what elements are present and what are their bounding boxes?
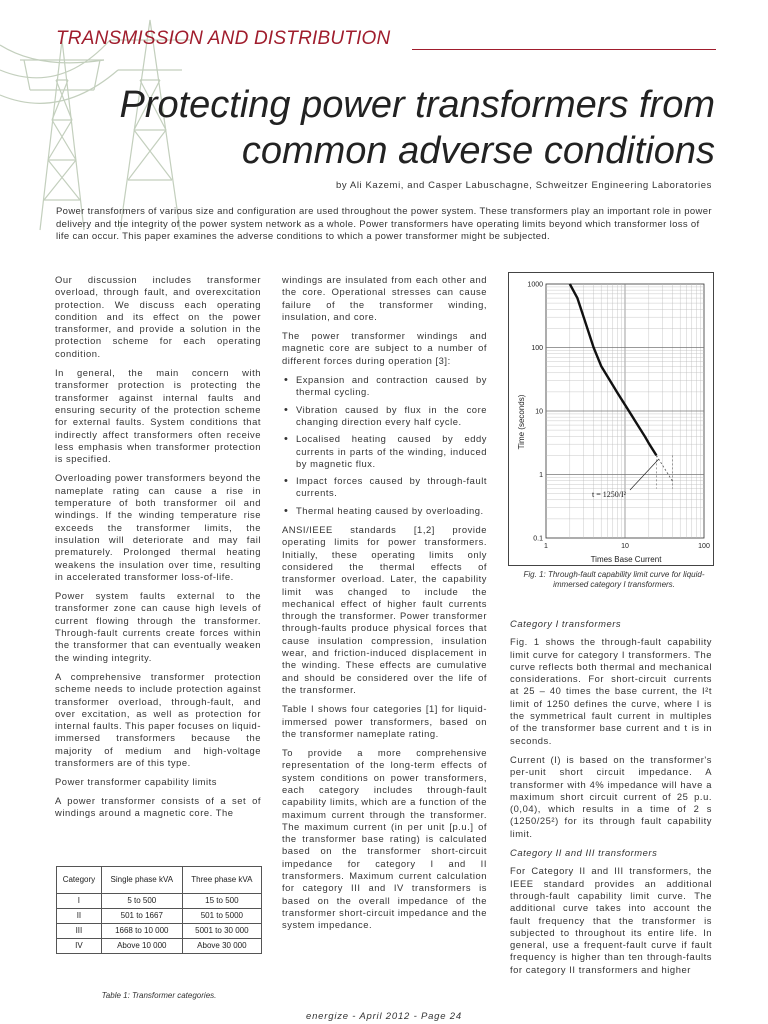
section-heading-text: TRANSMISSION AND DISTRIBUTION	[56, 28, 391, 49]
forces-bullet-list	[282, 374, 487, 517]
table-row	[57, 924, 262, 939]
chart-x-axis-label: Times Base Current	[590, 555, 662, 564]
table-cell: 501 to 5000	[182, 909, 261, 924]
article-title-line2: common adverse conditions	[241, 130, 715, 172]
column-1	[55, 274, 261, 826]
table-cell: 501 to 1667	[101, 909, 182, 924]
table-row	[57, 909, 262, 924]
bullet-item: • Localised heating caused by eddy currents in parts of the winding, induced by magnetic flux.	[282, 433, 487, 470]
page-footer: energize - April 2012 - Page 24	[306, 1011, 462, 1022]
table-header-row	[57, 867, 262, 894]
table-cell: 5001 to 30 000	[182, 924, 261, 939]
transformer-categories-table	[56, 866, 262, 954]
subheading-category-ii-iii: Category II and III transformers	[510, 847, 658, 859]
table-cell: Above 10 000	[101, 939, 182, 954]
x-tick-label: 1	[544, 543, 548, 550]
article-title-line1: Protecting power transformers from	[119, 84, 715, 126]
paragraph: Overloading power transformers beyond the nameplate rating can cause a rise in temperature of both transformer oil and windings. If the winding temperature rise exceeds the transformer limits, the insulation will deteriorate and may fail prematurely. Prolonged thermal heating weakens the insulation over time, resulting in accelerated transformer loss-of-life.	[55, 472, 261, 582]
table-header-cell: Three phase kVA	[182, 867, 261, 894]
paragraph: Fig. 1 shows the through-fault capability limit curve for category I transformers. The curve reflects both thermal and mechanical considerations. For short-circuit currents at 25 – 40 times the base current, the I²t limit of 1250 defines the curve, where I is the symmetrical fault current in multiples of the transformer base current and t is in seconds.	[510, 636, 712, 746]
y-tick-label: 1000	[527, 281, 543, 289]
paragraph: For Category II and III transformers, the IEEE standard provides an additional through-fault capability limit curve. The additional curve takes into account the fault frequency that the transformer is subjected to throughout its entire life. In general, use a frequent-fault curve if fault frequency is higher than ten through-faults for category II transformers and higher	[510, 865, 712, 975]
article-title	[60, 82, 715, 174]
chart-y-axis-label: Time (seconds)	[517, 394, 526, 450]
table-cell: III	[57, 924, 102, 939]
section-heading	[56, 28, 716, 58]
paragraph: Current (I) is based on the transformer's per-unit short circuit impedance. A transformer with 4% impedance will have a maximum short circuit current of 25 p.u. (0,04), which results in a time of 2 s (1250/25²) for its through fault capability limit.	[510, 753, 712, 839]
table-cell: I	[57, 894, 102, 909]
table-cell: 15 to 500	[182, 894, 261, 909]
chart-frame	[509, 273, 714, 566]
bullet-item: • Expansion and contraction caused by thermal cycling.	[282, 374, 487, 399]
section-heading-rule	[412, 49, 716, 50]
bullet-item: • Vibration caused by flux in the core changing direction every half cycle.	[282, 404, 487, 429]
y-tick-label: 0.1	[533, 535, 543, 543]
table-header-cell: Category	[57, 867, 102, 894]
x-tick-label: 100	[698, 543, 710, 550]
paragraph: A power transformer consists of a set of windings around a magnetic core. The	[55, 794, 261, 818]
paragraph: In general, the main concern with transformer protection is protecting the transformer against internal faults and ensuring security of the protection scheme for external faults. System conditions that indirectly affect transformers often receive less emphasis when transformer protection is specified.	[55, 367, 261, 465]
table-row	[57, 939, 262, 954]
table-caption: Table 1: Transformer categories.	[101, 991, 217, 1000]
y-tick-label: 10	[535, 408, 543, 416]
table-cell: 5 to 500	[101, 894, 182, 909]
subheading-category-i: Category I transformers	[510, 618, 622, 629]
paragraph: windings are insulated from each other and the core. Operational stresses can cause failure of the transformer winding, insulation, and core.	[282, 274, 487, 322]
table-cell: Above 30 000	[182, 939, 261, 954]
paragraph: Table I shows four categories [1] for liquid-immersed power transformers, based on the transformer nameplate rating.	[282, 703, 487, 739]
bullet-item: • Thermal heating caused by overloading.	[282, 505, 487, 517]
paragraph: Our discussion includes transformer overload, through fault, and overexcitation protection. We discuss each operating condition and its effect on the power transformer, and provide a solution in the protection scheme for each operating condition.	[55, 274, 261, 359]
table-cell: IV	[57, 939, 102, 954]
table-cell: II	[57, 909, 102, 924]
table-cell: 1668 to 10 000	[101, 924, 182, 939]
paragraph: The power transformer windings and magnetic core are subject to a number of different forces during operation [3]:	[282, 330, 487, 366]
table-row	[57, 894, 262, 909]
paragraph: ANSI/IEEE standards [1,2] provide operating limits for power transformers. Initially, these operating limits only considered the thermal effects of transformer overload. Later, the capability limit was changed to include the mechanical effect of higher fault currents through the transformer. Power transformer through-faults produce physical forces that cause insulation compression, insulation wear, and friction-induced displacement in the winding. These effects are cumulative and should be considered over the life of the transformer.	[282, 524, 487, 695]
column-2	[282, 274, 487, 939]
column-3	[510, 618, 712, 983]
y-tick-label: 1	[539, 472, 543, 479]
paragraph: Power system faults external to the transformer zone can cause high levels of current flowing through the transformer. Through-fault currents create forces within the transformer that can eventually weaken the winding integrity.	[55, 590, 261, 663]
chart-annotation: t = 1250/I²	[592, 490, 627, 499]
bullet-item: • Impact forces caused by through-fault currents.	[282, 475, 487, 500]
byline: by Ali Kazemi, and Casper Labuschagne, Schweitzer Engineering Laboratories	[335, 180, 712, 191]
table-header-cell: Single phase kVA	[101, 867, 182, 894]
paragraph: A comprehensive transformer protection scheme needs to include protection against transformer overload, through-fault, and over excitation, as well as protection for internal faults. This paper focuses on liquid-immersed transformers because the majority of medium and high-voltage transformers are of this type.	[55, 670, 261, 768]
subheading-capability-limits: Power transformer capability limits	[55, 776, 217, 788]
y-tick-label: 100	[531, 345, 543, 352]
paragraph: To provide a more comprehensive representation of the long-term effects of system conditions on power transformers, each category includes through-fault capability limits, which are a function of the maximum current through the transformer. The maximum current (in per unit [p.u.] of the transformer base rating) is calculated based on the transformer short-circuit impedance for category I and II transformers. Maximum current calculation for category III and IV transformers is based on the overall impedance of the transformer short-circuit impedance and the system impedance.	[282, 747, 487, 931]
x-tick-label: 10	[621, 543, 629, 550]
intro-paragraph: Power transformers of various size and configuration are used throughout the power system. These transformers play an important role in power delivery and the integrity of the power system network as a whole. Power transformers have operating limits beyond which transformer loss of life can occur. This paper examines the adverse conditions to which a power transformer might be subjected.	[56, 206, 712, 242]
through-fault-capability-chart	[508, 272, 714, 566]
figure-caption: Fig. 1: Through-fault capability limit curve for liquid-immersed category I transformers.	[523, 570, 705, 589]
